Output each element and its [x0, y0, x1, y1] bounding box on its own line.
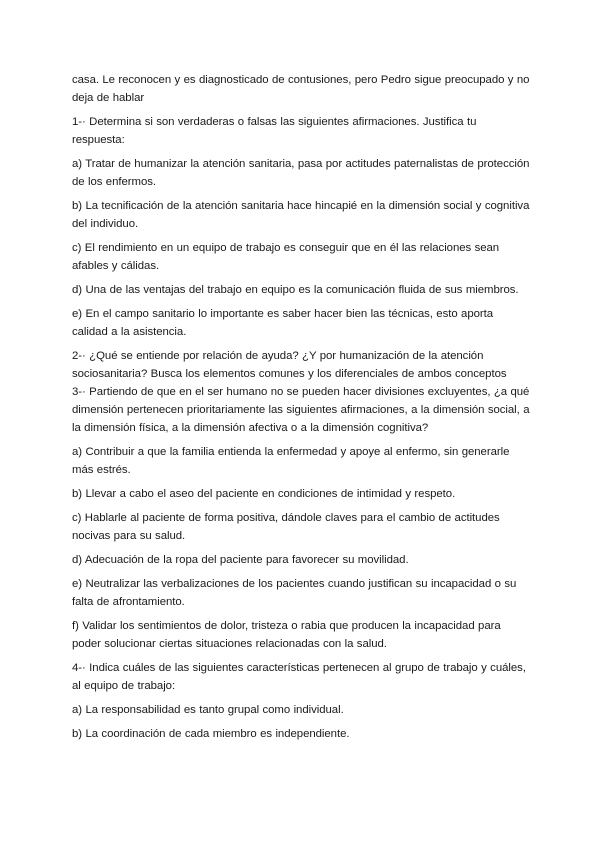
- question-1-item-b: b) La tecnificación de la atención sanitaria hace hincapié en la dimensión social y cognitiva del individuo.: [72, 200, 530, 230]
- question-4-item-b: b) La coordinación de cada miembro es independiente.: [72, 728, 350, 740]
- question-3-item-d: d) Adecuación de la ropa del paciente para favorecer su movilidad.: [72, 554, 409, 566]
- question-3-item-f: f) Validar los sentimientos de dolor, tristeza o rabia que producen la incapacidad para poder solucionar ciertas situaciones relacionadas con la salud.: [72, 620, 501, 650]
- question-4-item-a: a) La responsabilidad es tanto grupal como individual.: [72, 704, 344, 716]
- intro-paragraph: casa. Le reconocen y es diagnosticado de contusiones, pero Pedro sigue preocupado y no deja de hablar: [72, 74, 530, 104]
- question-2-prompt: 2-· ¿Qué se entiende por relación de ayuda? ¿Y por humanización de la atención sociosanitaria? Busca los elementos comunes y los diferenciales de ambos conceptos: [72, 350, 507, 380]
- question-3-item-e: e) Neutralizar las verbalizaciones de los pacientes cuando justifican su incapacidad o su falta de afrontamiento.: [72, 578, 517, 608]
- question-3-prompt: 3-· Partiendo de que en el ser humano no se pueden hacer divisiones excluyentes, ¿a qué dimensión pertenecen prioritariamente las siguientes afirmaciones, a la dimensión social, a la dimensión física, a la dimensión afectiva o a la dimensión cognitiva?: [72, 386, 530, 434]
- question-1-item-d: d) Una de las ventajas del trabajo en equipo es la comunicación fluida de sus miembros.: [72, 284, 519, 296]
- question-3-item-c: c) Hablarle al paciente de forma positiva, dándole claves para el cambio de actitudes nocivas para su salud.: [72, 512, 500, 542]
- document-body: [72, 71, 532, 749]
- question-1-item-e: e) En el campo sanitario lo importante es saber hacer bien las técnicas, esto aporta calidad a la asistencia.: [72, 308, 494, 338]
- question-1-item-c: c) El rendimiento en un equipo de trabajo es conseguir que en él las relaciones sean afables y cálidas.: [72, 242, 500, 272]
- question-4-prompt: 4-· Indica cuáles de las siguientes características pertenecen al grupo de trabajo y cuáles, al equipo de trabajo:: [72, 662, 526, 692]
- question-1-prompt: 1-· Determina si son verdaderas o falsas las siguientes afirmaciones. Justifica tu respuesta:: [72, 116, 477, 146]
- question-1-item-a: a) Tratar de humanizar la atención sanitaria, pasa por actitudes paternalistas de protección de los enfermos.: [72, 158, 530, 188]
- question-3-item-b: b) Llevar a cabo el aseo del paciente en condiciones de intimidad y respeto.: [72, 488, 456, 500]
- question-3-item-a: a) Contribuir a que la familia entienda la enfermedad y apoye al enfermo, sin generarle más estrés.: [72, 446, 510, 476]
